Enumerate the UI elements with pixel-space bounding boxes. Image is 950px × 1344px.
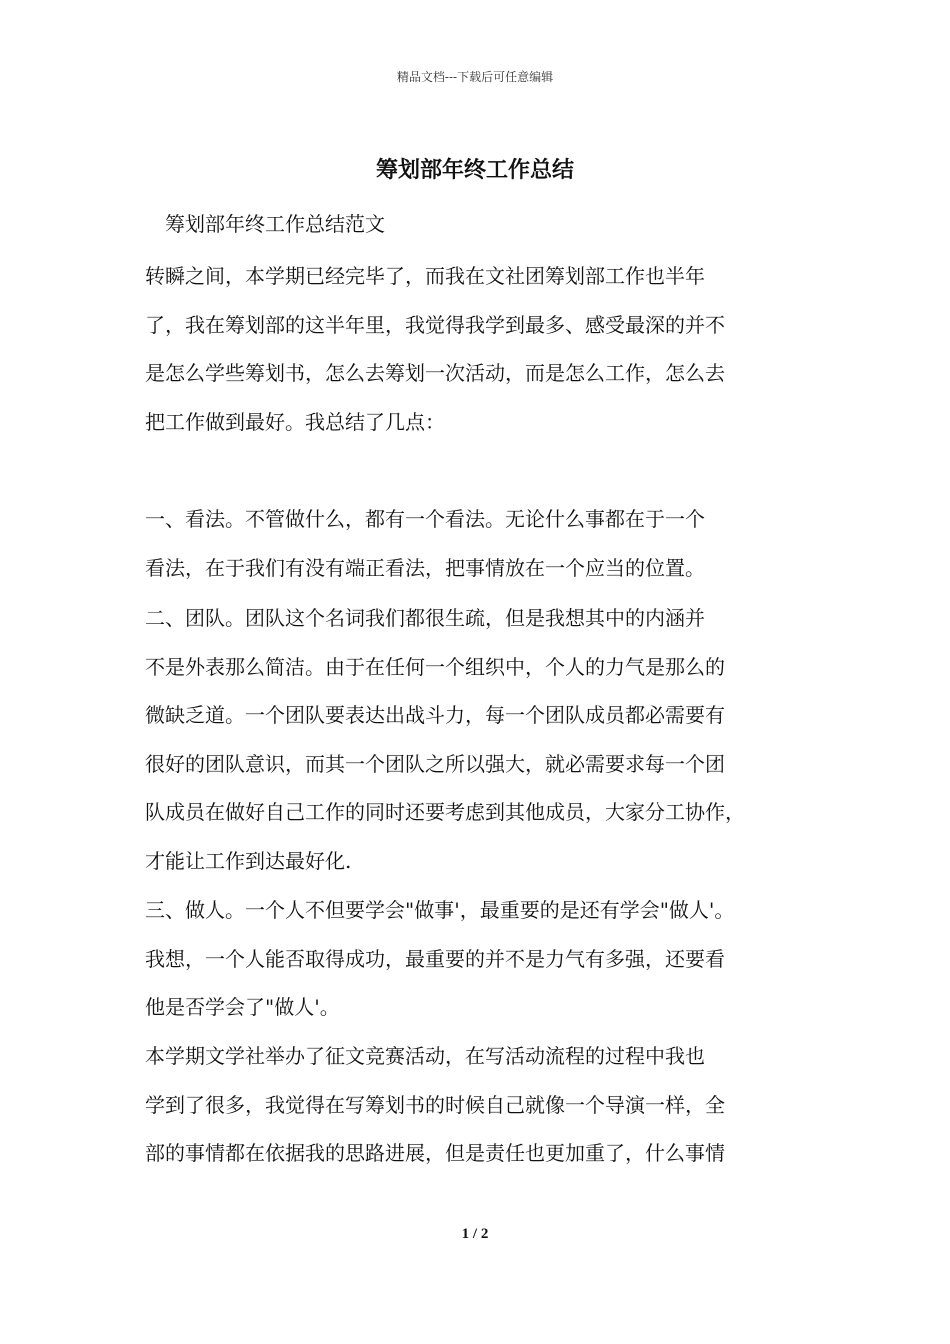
paragraph-line: 才能让工作到达最好化. [145,848,352,873]
paragraph-line: 三、做人。一个人不但要学会"做事'，最重要的是还有学会"做人'。 [145,898,735,922]
paragraph-line: 微缺乏道。一个团队要表达出战斗力，每一个团队成员都必需要有 [145,703,725,727]
paragraph-line: 二、团队。团队这个名词我们都很生疏，但是我想其中的内涵并 [145,606,705,630]
paragraph-line: 队成员在做好自己工作的同时还要考虑到其他成员，大家分工协作， [145,800,745,824]
paragraph-2 [145,495,835,592]
paragraph-line: 学到了很多，我觉得在写筹划书的时候自己就像一个导演一样，全 [145,1092,725,1117]
paragraph-3 [145,594,835,885]
paragraph-line: 把工作做到最好。我总结了几点： [145,409,445,434]
paragraph-line: 看法，在于我们有没有端正看法，把事情放在一个应当的位置。 [145,555,705,580]
paragraph-5 [145,1032,835,1178]
document-title: 筹划部年终工作总结 [375,157,574,183]
paragraph-line: 了，我在筹划部的这半年里，我觉得我学到最多、感受最深的并不 [145,312,725,337]
paragraph-line: 是怎么学些筹划书，怎么去筹划一次活动，而是怎么工作，怎么去 [145,361,725,385]
paragraph-line: 部的事情都在依据我的思路进展，但是责任也更加重了，什么事情 [145,1141,725,1165]
paragraph-line: 我想，一个人能否取得成功，最重要的并不是力气有多强，还要看 [145,946,725,971]
paragraph-line: 不是外表那么简洁。由于在任何一个组织中，个人的力气是那么的 [145,654,725,679]
paragraph-line: 很好的团队意识，而其一个团队之所以强大，就必需要求每一个团 [145,751,725,776]
paragraph-line: 一、看法。不管做什么，都有一个看法。无论什么事都在于一个 [145,507,705,531]
paragraph-line: 转瞬之间，本学期已经完毕了，而我在文社团筹划部工作也半年 [145,264,705,288]
paragraph-line: 他是否学会了"做人'。 [145,995,340,1019]
paragraph-4 [145,886,835,1032]
paragraph-line: 本学期文学社举办了征文竞赛活动，在写活动流程的过程中我也 [145,1044,705,1068]
paragraph-1 [145,252,835,446]
header-note: 精品文档---下载后可任意编辑 [396,70,554,84]
document-subtitle: 筹划部年终工作总结范文 [165,212,385,236]
page-indicator: 1 / 2 [461,1226,489,1242]
